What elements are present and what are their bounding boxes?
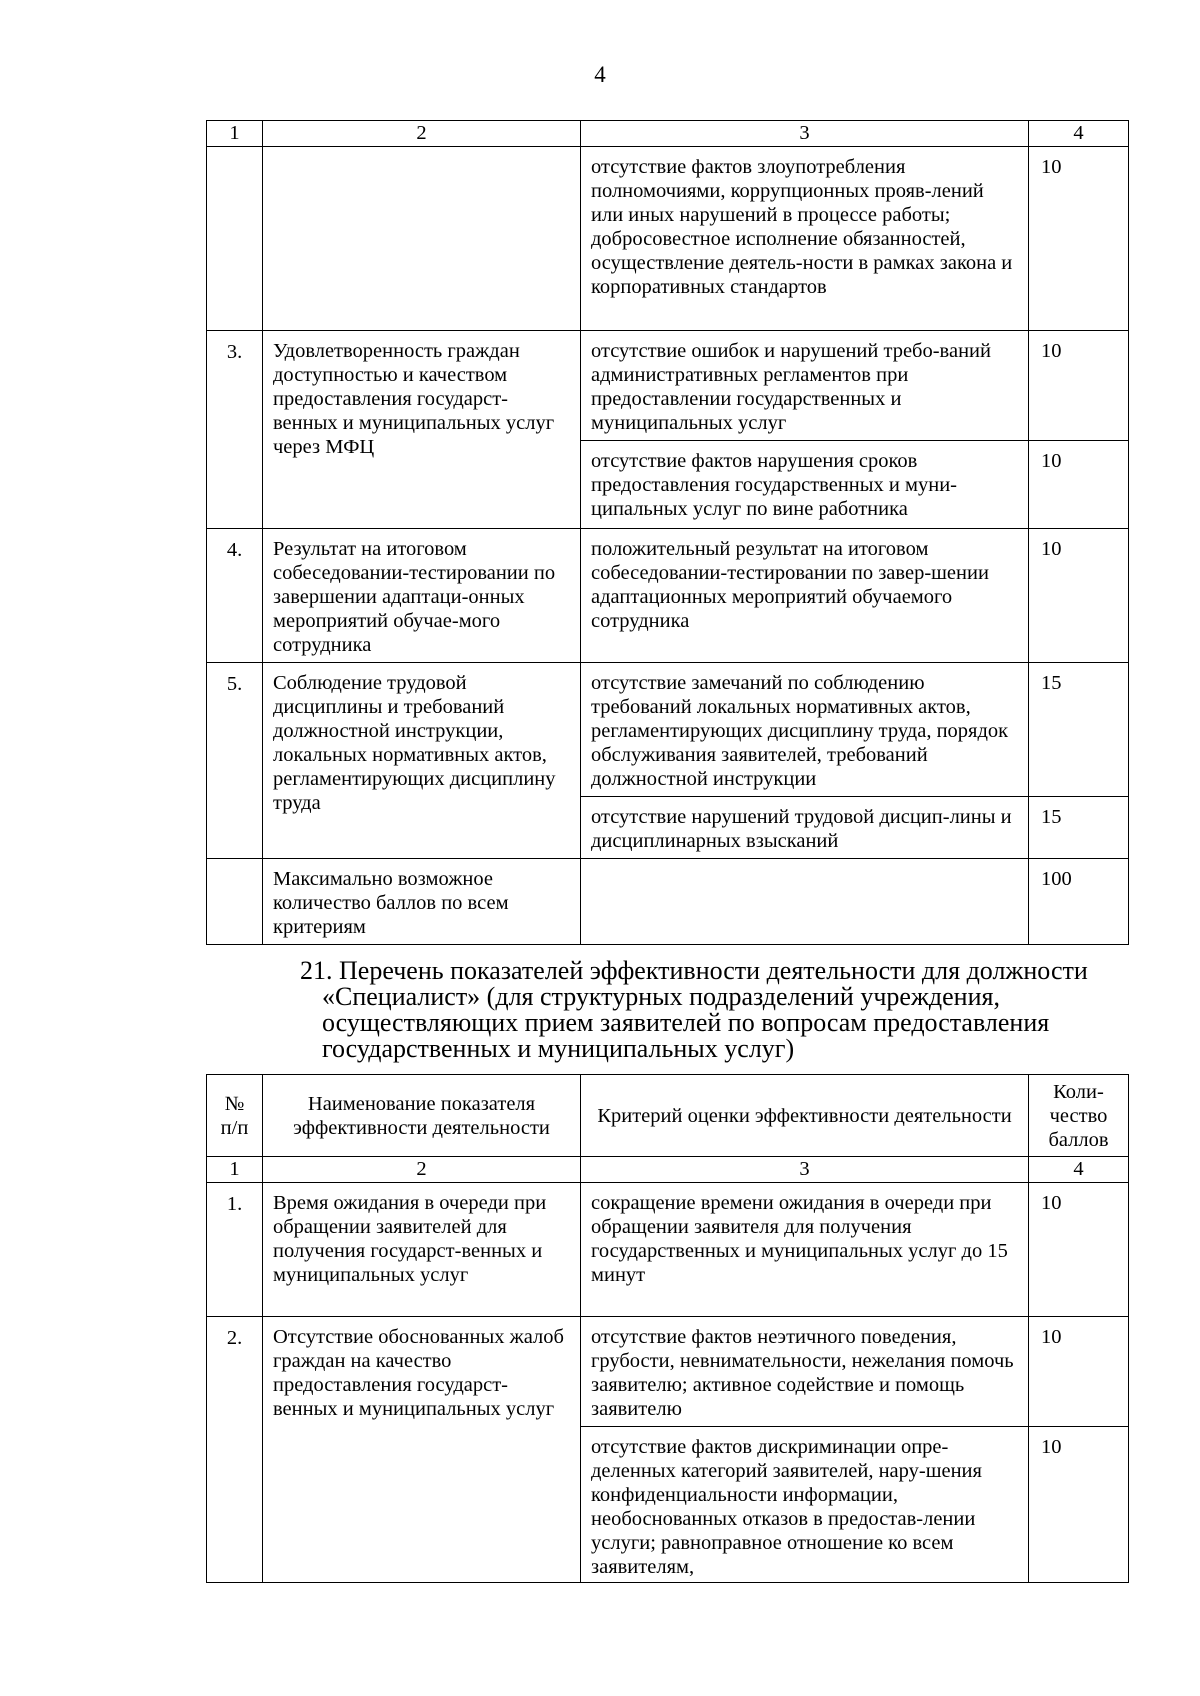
criterion-points: 10 [1029, 1317, 1129, 1427]
section-title: 21. Перечень показателей эффективности деятельности для должности «Специалист» (для структурных подразделений учреждения, осуществляющих прием заявителей по вопросам предоставления государственных и муниципальных услуг) [300, 956, 1088, 1063]
table-header-row [207, 121, 1129, 147]
head-points: Коли-чество баллов [1029, 1075, 1129, 1157]
criterion-points: 10 [1029, 1427, 1129, 1583]
table-row [207, 663, 1129, 797]
criterion-text: отсутствие ошибок и нарушений требо-ваний административных регламентов при предоставлении государственных и муниципальных услуг [581, 331, 1029, 441]
col-criteria-header: 3 [581, 1157, 1029, 1183]
criterion-text: сокращение времени ожидания в очереди при обращении заявителя для получения государственных и муниципальных услуг до 15 минут [581, 1183, 1029, 1317]
table-row [207, 529, 1129, 663]
criterion-text: отсутствие фактов неэтичного поведения, грубости, невнимательности, нежелания помочь заявителю; активное содействие и помощь заявителю [581, 1317, 1029, 1427]
row-number: 2. [207, 1317, 263, 1583]
table-row [207, 147, 1129, 331]
criterion-text: отсутствие фактов злоупотребления полномочиями, коррупционных прояв-лений или иных нарушений в процессе работы; добросовестное исполнение обязанностей, осуществление деятель-ности в рамках закона и корпоративных стандартов [581, 147, 1029, 331]
indicator-name [263, 147, 581, 331]
indicator-name: Максимально возможное количество баллов по всем критериям [263, 859, 581, 945]
performance-table-continued [206, 120, 1129, 945]
head-criteria: Критерий оценки эффективности деятельности [581, 1075, 1029, 1157]
col-number-header: 1 [207, 1157, 263, 1183]
row-number: 1. [207, 1183, 263, 1317]
page-number: 4 [594, 62, 606, 87]
col-criteria-header: 3 [581, 121, 1029, 147]
criterion-points: 15 [1029, 663, 1129, 797]
col-name-header: 2 [263, 1157, 581, 1183]
row-number [207, 859, 263, 945]
table-header-row [207, 1157, 1129, 1183]
indicator-name: Отсутствие обоснованных жалоб граждан на качество предоставления государст-венных и муниципальных услуг [263, 1317, 581, 1583]
criterion-text: отсутствие нарушений трудовой дисцип-лины и дисциплинарных взысканий [581, 797, 1029, 859]
indicator-name: Удовлетворенность граждан доступностью и качеством предоставления государст-венных и муниципальных услуг через МФЦ [263, 331, 581, 529]
indicator-name: Соблюдение трудовой дисциплины и требований должностной инструкции, локальных нормативных актов, регламентирующих дисциплину труда [263, 663, 581, 859]
criterion-points: 10 [1029, 441, 1129, 529]
criterion-points: 10 [1029, 1183, 1129, 1317]
indicator-name: Результат на итоговом собеседовании-тестировании по завершении адаптаци-онных мероприятий обучае-мого сотрудника [263, 529, 581, 663]
indicator-name: Время ожидания в очереди при обращении заявителей для получения государст-венных и муниципальных услуг [263, 1183, 581, 1317]
table-row [207, 1317, 1129, 1427]
table-row [207, 331, 1129, 441]
col-name-header: 2 [263, 121, 581, 147]
criterion-points: 10 [1029, 147, 1129, 331]
total-points: 100 [1029, 859, 1129, 945]
col-points-header: 4 [1029, 1157, 1129, 1183]
criterion-points: 10 [1029, 529, 1129, 663]
table-row [207, 1183, 1129, 1317]
performance-table-specialist [206, 1074, 1129, 1583]
criterion-text: отсутствие фактов дискриминации опре-деленных категорий заявителей, нару-шения конфиденциальности информации, необоснованных отказов в предостав-лении услуги; равноправное отношение ко всем заявителям, [581, 1427, 1029, 1583]
criterion-points: 10 [1029, 331, 1129, 441]
criterion-text: отсутствие фактов нарушения сроков предоставления государственных и муни-ципальных услуг по вине работника [581, 441, 1029, 529]
row-number [207, 147, 263, 331]
col-number-header: 1 [207, 121, 263, 147]
row-number: 5. [207, 663, 263, 859]
criterion-text: положительный результат на итоговом собеседовании-тестировании по завер-шении адаптационных мероприятий обучаемого сотрудника [581, 529, 1029, 663]
head-number: № п/п [207, 1075, 263, 1157]
criterion-text [581, 859, 1029, 945]
criterion-points: 15 [1029, 797, 1129, 859]
col-points-header: 4 [1029, 121, 1129, 147]
row-number: 3. [207, 331, 263, 529]
table-total-row [207, 859, 1129, 945]
head-indicator-name: Наименование показателя эффективности деятельности [263, 1075, 581, 1157]
row-number: 4. [207, 529, 263, 663]
criterion-text: отсутствие замечаний по соблюдению требований локальных нормативных актов, регламентирующих дисциплину труда, порядок обслуживания заявителей, требований должностной инструкции [581, 663, 1029, 797]
table-head-row [207, 1075, 1129, 1157]
